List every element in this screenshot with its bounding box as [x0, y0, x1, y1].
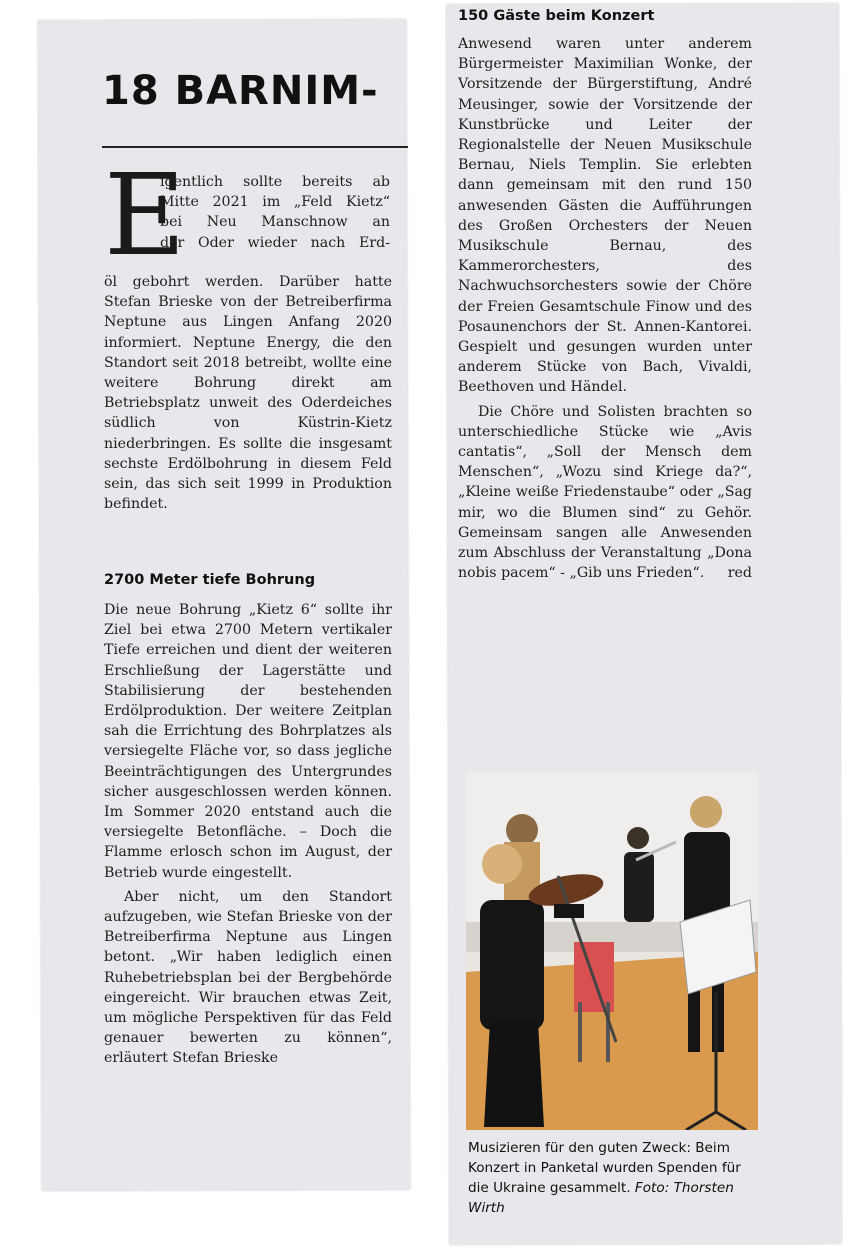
- intro-cap-lines: [160, 172, 390, 253]
- paragraph-drilling: Die neue Bohrung „Kietz 6“ sollte ihr Ziel bei etwa 2700 Metern vertikaler Tiefe erreichen und dient der weiteren Erschließung der Lagerstätte und Stabilisierung der bestehenden Erdölproduktion. Der weitere Zeitplan sah die Errichtung des Bohrplatzes als versiegelte Fläche vor, so dass jegliche Beeinträchtigungen des Untergrundes sicher ausgeschlossen werden können. Im Sommer 2020 entstand auch die versiegelte Betonfläche. – Doch die Flamme erlosch schon im August, der Betrieb wurde eingestellt.: [104, 602, 392, 881]
- subhead-guests: 150 Gäste beim Konzert: [458, 8, 655, 24]
- concert-photo: [466, 772, 758, 1130]
- right-article-body: [458, 34, 752, 587]
- header-rule: [102, 146, 408, 148]
- author-signature: red: [727, 565, 752, 582]
- paragraph-standort: Aber nicht, um den Standort aufzugeben, wie Stefan Brieske von der Betreiberfirma Neptune aus Lingen betont. „Wir haben lediglich einen Ruhebetriebsplan bei der Bergbehörde eingereicht. Wir brauchen etwas Zeit, um mögliche Perspektiven für das Feld genauer bewerten zu können“, erläutert Stefan Brieske: [104, 888, 392, 1067]
- intro-paragraph-text: öl gebohrt werden. Darüber hatte Stefan Brieske von der Betreiberfirma Neptune aus Lingen Anfang 2020 informiert. Neptune Energy, die den Standort seit 2018 betreibt, wollte eine weitere Bohrung direkt am Betriebsplatz unweit des Oderdeiches südlich von Küstrin-Kietz niederbringen. Es sollte die insgesamt sechste Erdölbohrung in diesem Feld sein, das sich seit 1999 in Produktion befindet.: [104, 274, 392, 513]
- caption-text: Musizieren für den guten Zweck: Beim Konzert in Panketal wurden Spenden für die Ukraine gesammelt.: [468, 1140, 741, 1196]
- photo-credit: Foto: Thorsten Wirth: [468, 1180, 734, 1216]
- left-article-body: [104, 600, 392, 1073]
- page-header: 18 BARNIM-: [102, 68, 379, 114]
- cap-line: Mitte 2021 im „Feld Kietz“: [160, 194, 390, 211]
- subhead-drilling: 2700 Meter tiefe Bohrung: [104, 572, 316, 588]
- paragraph-choirs-text: Die Chöre und Solisten brachten so unterschiedliche Stücke wie „Avis cantatis“, „Soll der Mensch dem Menschen“, „Wozu sind Kriege da?“, „Kleine weiße Friedenstaube“ oder „Sag mir, wo die Blumen sind“ zu Gehör. Gemeinsam sangen alle Anwesenden zum Abschluss der Veranstaltung „Dona nobis pacem“ - „Gib uns Frieden“.: [458, 403, 752, 582]
- paragraph-choirs: [458, 402, 752, 584]
- cap-line: bei Neu Manschnow an: [160, 214, 390, 231]
- cap-line: igentlich sollte bereits ab: [160, 174, 390, 190]
- cap-line: der Oder wieder nach Erd-: [160, 234, 390, 251]
- intro-paragraph: [104, 272, 392, 514]
- paragraph-attendees: Anwesend waren unter anderem Bürgermeister Maximilian Wonke, der Vorsitzende der Bürgerstiftung, André Meusinger, sowie der Vorsitzende der Kunstbrücke und Leiter der Regionalstelle der Neuen Musikschule Bernau, Niels Templin. Sie erlebten dann gemeinsam mit den rund 150 anwesenden Gästen die Aufführungen des Großen Orchesters der Neuen Musikschule Bernau, des Kammerorchesters, des Nachwuchsorchesters sowie der Chöre der Freien Gesamtschule Finow und des Posaunenchors der St. Annen-Kantorei. Gespielt und gesungen wurden unter anderem Stücke von Bach, Vivaldi, Beethoven und Händel.: [458, 36, 752, 396]
- dropcap-letter: E: [104, 151, 186, 281]
- photo-caption: [468, 1138, 764, 1218]
